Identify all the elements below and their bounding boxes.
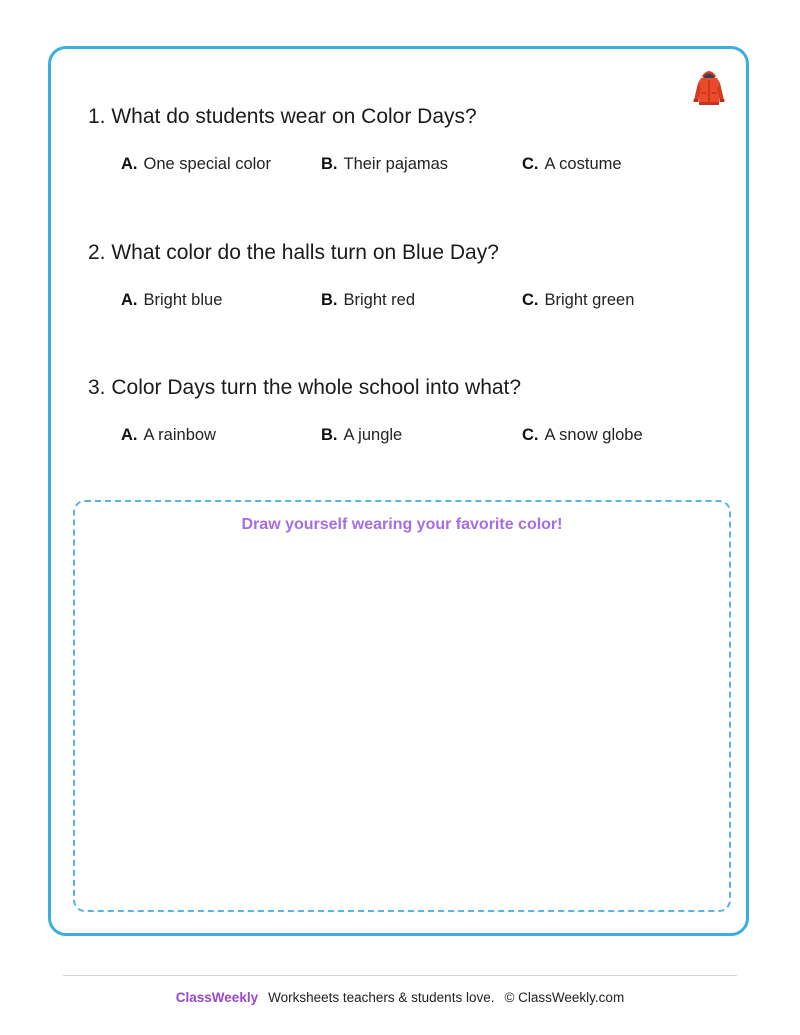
choice-c[interactable] — [522, 154, 622, 174]
choice-text: Bright red — [343, 291, 416, 309]
choice-a[interactable] — [121, 154, 271, 174]
choice-c[interactable] — [522, 425, 643, 445]
jacket-icon — [692, 66, 726, 108]
choice-b[interactable] — [321, 425, 402, 445]
question-text: 1. What do students wear on Color Days? — [88, 105, 477, 128]
choice-text: Bright blue — [143, 291, 223, 309]
question-text: 2. What color do the halls turn on Blue Day? — [88, 241, 499, 264]
answer-choices — [121, 290, 635, 314]
choice-b[interactable] — [321, 154, 448, 174]
answer-choices — [121, 425, 643, 449]
choice-text: Their pajamas — [343, 155, 449, 173]
question-2 — [88, 240, 635, 314]
choice-a[interactable] — [121, 425, 216, 445]
choice-letter: A. — [121, 426, 138, 444]
choice-text: A rainbow — [143, 426, 216, 444]
choice-letter: B. — [321, 155, 338, 173]
choice-text: A jungle — [343, 426, 403, 444]
choice-text: One special color — [143, 155, 271, 173]
choice-text: A costume — [544, 155, 622, 173]
footer-brand: ClassWeekly — [175, 990, 259, 1005]
footer-tagline: Worksheets teachers & students love. — [268, 990, 495, 1005]
drawing-area[interactable] — [73, 500, 731, 912]
choice-letter: C. — [522, 155, 539, 173]
choice-text: A snow globe — [544, 426, 643, 444]
question-text: 3. Color Days turn the whole school into what? — [88, 376, 522, 399]
choice-letter: B. — [321, 426, 338, 444]
answer-choices — [121, 154, 622, 178]
choice-a[interactable] — [121, 290, 222, 310]
choice-letter: B. — [321, 291, 338, 309]
choice-letter: A. — [121, 155, 138, 173]
choice-letter: C. — [522, 291, 539, 309]
footer-divider — [63, 975, 737, 976]
footer — [0, 990, 800, 1005]
drawing-prompt: Draw yourself wearing your favorite color! — [241, 516, 563, 533]
question-1 — [88, 104, 622, 178]
question-3 — [88, 375, 643, 449]
choice-letter: C. — [522, 426, 539, 444]
choice-text: Bright green — [544, 291, 635, 309]
choice-b[interactable] — [321, 290, 415, 310]
choice-letter: A. — [121, 291, 138, 309]
choice-c[interactable] — [522, 290, 634, 310]
footer-copyright: © ClassWeekly.com — [504, 990, 625, 1005]
